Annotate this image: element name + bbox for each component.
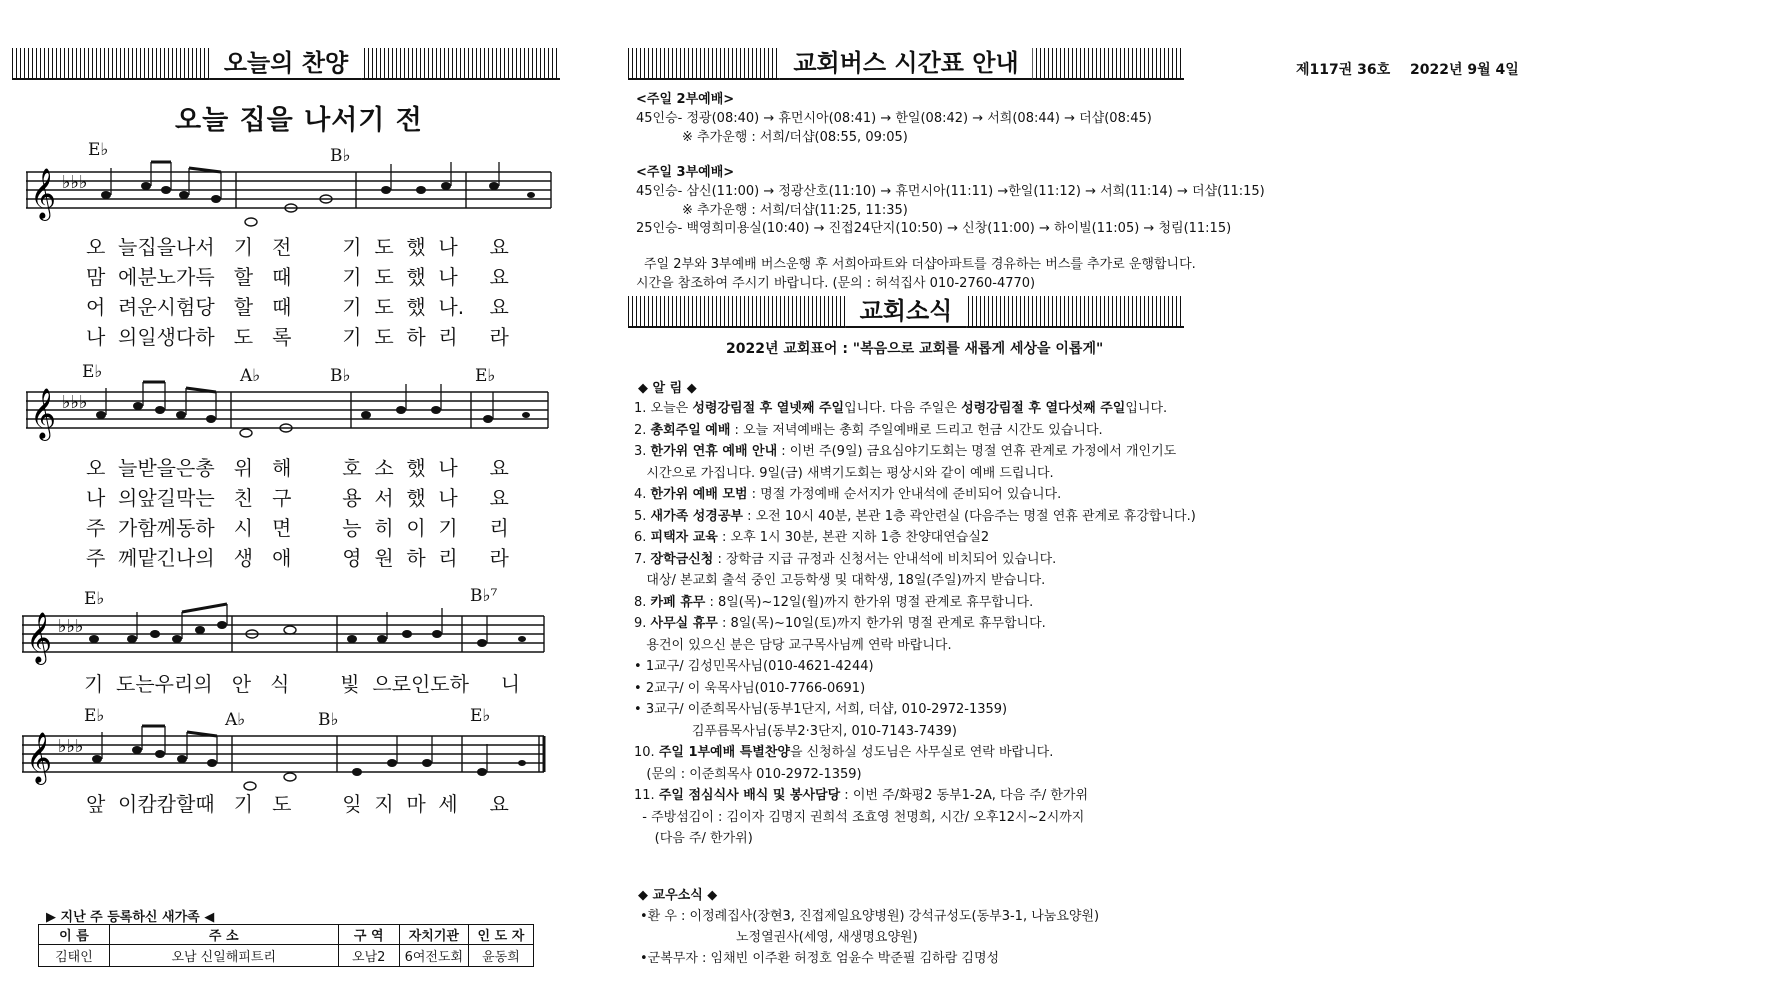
chord: E♭ bbox=[84, 706, 105, 726]
svg-text:𝄞: 𝄞 bbox=[30, 168, 57, 219]
news-section-bar bbox=[628, 296, 1184, 328]
svg-text:𝄞: 𝄞 bbox=[30, 388, 57, 439]
notice-item bbox=[634, 655, 874, 674]
church-motto: 2022년 교회표어 : "복음으로 교회를 새롭게 세상을 이롭게" bbox=[726, 341, 1104, 357]
chord: E♭ bbox=[470, 706, 491, 726]
notice-text bbox=[634, 767, 646, 782]
table-cell: 윤동희 bbox=[468, 945, 533, 967]
notice-text: 용건이 있으신 분은 담당 교구목사님께 연락 바랍니다. bbox=[646, 637, 952, 653]
lyric-line: 기 도는우리의 안 식 빛 으로인도하 니 bbox=[84, 672, 521, 696]
bus-heading: <주일 2부예배> bbox=[636, 92, 735, 107]
notice-text: 10. bbox=[634, 745, 659, 760]
notice-text: - 주방섬김이 : 김이자 김명지 권희석 조효영 천명희, 시간/ 오후12시~2시까지 bbox=[642, 809, 1085, 825]
bus-route: 25인승- 백영희미용실(10:40) → 진접24단지(10:50) → 신창(11:00) → 하이빌(11:05) → 청림(11:15) bbox=[636, 221, 1232, 236]
notice-emphasis: 총회주일 예배 bbox=[650, 422, 731, 438]
chord: B♭ bbox=[330, 366, 351, 386]
notice-text: 입니다. bbox=[1125, 401, 1168, 416]
member-news-line: •환 우 : 이정례집사(장현3, 진접제일요양병원) 강석규성도(동부3-1, 나눔요양원) bbox=[640, 909, 1100, 924]
bus-extra: ※ 추가운행 : 서희/더샵(11:25, 11:35) bbox=[682, 203, 908, 218]
svg-text:♭♭♭: ♭♭♭ bbox=[58, 616, 84, 637]
chord: A♭ bbox=[225, 710, 246, 730]
notice-text bbox=[634, 573, 646, 588]
notice-text: 을 신청하실 성도님은 사무실로 연락 바랍니다. bbox=[789, 745, 1054, 760]
notice-item bbox=[634, 569, 1045, 588]
lyric-line: 주 께맡긴나의 생 애 영 원 하 리 라 bbox=[86, 546, 509, 570]
notice-emphasis: 한가위 예배 모범 bbox=[650, 487, 748, 502]
notice-item bbox=[634, 526, 989, 545]
notice-emphasis: 주일 점심식사 배식 및 봉사담당 bbox=[658, 788, 841, 803]
notice-text: 김푸름목사님(동부2·3단지, 010-7143-7439) bbox=[691, 723, 957, 739]
notice-text: 9. bbox=[634, 616, 651, 631]
volume-number: 제117권 36호 bbox=[1296, 62, 1391, 78]
notice-text: : 이번 주/화평2 동부1-2A, 다음 주/ 한가위 bbox=[840, 788, 1089, 803]
notice-text: 6. bbox=[634, 530, 651, 545]
notice-text: 11. bbox=[634, 788, 659, 803]
notice-text: 4. bbox=[634, 487, 651, 502]
notice-text: 대상/ 본교회 출석 중인 고등학생 및 대학생, 18일(주일)까지 받습니다. bbox=[646, 573, 1046, 588]
chord: E♭ bbox=[88, 140, 109, 160]
notice-heading: ◆ 알 림 ◆ bbox=[638, 381, 697, 396]
chord: B♭ bbox=[330, 146, 351, 166]
member-news-line: •군복무자 : 임채빈 이주환 허정호 엄윤수 박준필 김하람 김명성 bbox=[640, 951, 1000, 966]
notice-text: (다음 주/ 한가위) bbox=[654, 831, 753, 846]
chord: A♭ bbox=[240, 366, 261, 386]
notice-text bbox=[634, 638, 646, 653]
notice-item bbox=[634, 720, 957, 739]
notice-item bbox=[634, 698, 1007, 717]
notice-text: : 오늘 저녁예배는 총회 주일예배로 드리고 헌금 시간도 있습니다. bbox=[730, 422, 1103, 438]
notice-text bbox=[634, 466, 646, 481]
lyric-line: 앞 이캄캄할때 기 도 잊 지 마 세 요 bbox=[86, 792, 509, 816]
notice-text: 5. bbox=[634, 508, 651, 524]
lyric-line: 오 늘집을나서 기 전 기 도 했 나 요 bbox=[86, 235, 509, 259]
table-cell: 김태인 bbox=[39, 945, 110, 967]
chord: B♭⁷ bbox=[470, 586, 498, 606]
notice-item bbox=[634, 677, 865, 696]
notice-text: : 장학금 지급 규정과 신청서는 안내석에 비치되어 있습니다. bbox=[713, 551, 1057, 567]
notice-item bbox=[634, 741, 1053, 760]
table-header-cell: 구 역 bbox=[338, 925, 399, 945]
notice-text: 3. bbox=[634, 444, 651, 459]
chord: B♭ bbox=[318, 710, 339, 730]
newcomers-heading: ▶ 지난 주 등록하신 새가족 ◀ bbox=[46, 910, 215, 925]
member-news-heading: ◆ 교우소식 ◆ bbox=[638, 888, 718, 903]
notice-item bbox=[634, 483, 1061, 502]
notice-item bbox=[634, 440, 1176, 459]
notice-item bbox=[634, 612, 1046, 631]
lyric-line: 나 의앞길막는 친 구 용 서 했 나 요 bbox=[86, 486, 509, 510]
notice-emphasis: 성령강림절 후 열다섯째 주일 bbox=[961, 401, 1126, 416]
table-header-row bbox=[39, 925, 534, 945]
table-cell: 오남2 bbox=[338, 945, 399, 967]
notice-text: : 오후 1시 30분, 본관 지하 1층 찬양대연습실2 bbox=[717, 530, 990, 545]
chord: E♭ bbox=[82, 362, 103, 382]
notice-emphasis: 카페 휴무 bbox=[650, 594, 706, 610]
svg-text:♭♭♭: ♭♭♭ bbox=[62, 172, 88, 193]
notice-item bbox=[634, 591, 1033, 610]
notice-item bbox=[634, 505, 1196, 524]
notice-text: • bbox=[634, 659, 646, 674]
music-staff bbox=[26, 158, 556, 238]
notice-emphasis: 한가위 연휴 예배 안내 bbox=[650, 444, 778, 459]
notice-text: 2. bbox=[634, 422, 651, 438]
bus-section-title: 교회버스 시간표 안내 bbox=[779, 48, 1032, 80]
lyric-line: 나 의일생다하 도 록 기 도 하 리 라 bbox=[86, 325, 509, 349]
notice-item bbox=[634, 784, 1088, 803]
lyric-line: 맘 에분노가득 할 때 기 도 했 나 요 bbox=[86, 265, 509, 289]
lyric-line: 어 려운시험당 할 때 기 도 했 나. 요 bbox=[86, 295, 509, 319]
bulletin-date: 2022년 9월 4일 bbox=[1410, 62, 1519, 78]
notice-text: 2교구/ 이 욱목사님(010-7766-0691) bbox=[645, 680, 866, 696]
table-cell: 6여전도회 bbox=[399, 945, 468, 967]
svg-text:♭♭♭: ♭♭♭ bbox=[62, 392, 88, 413]
notice-text: : 오전 10시 40분, 본관 1층 곽안련실 (다음주는 명절 연휴 관계로 휴강합니다.) bbox=[742, 508, 1196, 524]
svg-text:𝄞: 𝄞 bbox=[26, 612, 53, 663]
notice-text: : 8일(목)~12일(월)까지 한가위 명절 관계로 휴무합니다. bbox=[705, 594, 1034, 610]
notice-text: • bbox=[634, 702, 646, 717]
notice-emphasis: 장학금신청 bbox=[650, 551, 714, 567]
notice-text: 시간으로 가집니다. 9일(금) 새벽기도회는 평상시와 같이 예배 드립니다. bbox=[646, 465, 1054, 481]
bus-extra: ※ 추가운행 : 서희/더샵(08:55, 09:05) bbox=[682, 130, 908, 145]
notice-text: • bbox=[634, 680, 646, 696]
hymn-section-title: 오늘의 찬양 bbox=[210, 48, 362, 80]
music-staff bbox=[26, 378, 556, 458]
notice-item bbox=[634, 634, 952, 653]
table-cell: 오남 신일해피트리 bbox=[109, 945, 338, 967]
table-header-cell: 이 름 bbox=[39, 925, 110, 945]
svg-text:𝄞: 𝄞 bbox=[26, 732, 53, 783]
notice-item bbox=[634, 462, 1054, 481]
bus-route: 45인승- 삼신(11:00) → 정광산호(11:10) → 휴먼시아(11:11) →한일(11:12) → 서희(11:14) → 더샵(11:15) bbox=[636, 184, 1265, 199]
notice-text: 입니다. 다음 주일은 bbox=[844, 401, 962, 416]
bus-note: 시간을 참조하여 주시기 바랍니다. (문의 : 허석집사 010-2760-4770) bbox=[636, 276, 1036, 291]
bus-note: 주일 2부와 3부예배 버스운행 후 서희아파트와 더샵아파트를 경유하는 버스를 추가로 운행합니다. bbox=[644, 257, 1196, 272]
notice-emphasis: 피택자 교육 bbox=[650, 530, 718, 545]
notice-item bbox=[634, 827, 753, 846]
hymn-title: 오늘 집을 나서기 전 bbox=[175, 105, 423, 136]
member-news-line: 노정열권사(세영, 새생명요양원) bbox=[736, 930, 918, 945]
notice-item bbox=[634, 397, 1167, 416]
hymn-section-bar bbox=[12, 48, 560, 80]
notice-item bbox=[634, 419, 1103, 438]
bus-heading: <주일 3부예배> bbox=[636, 165, 735, 180]
svg-text:♭♭♭: ♭♭♭ bbox=[58, 736, 84, 757]
notice-text: 7. bbox=[634, 551, 651, 567]
notice-emphasis: 새가족 성경공부 bbox=[650, 508, 743, 524]
notice-emphasis: 성령강림절 후 열넷째 주일 bbox=[692, 401, 845, 416]
notice-emphasis: 주일 1부예배 특별찬양 bbox=[658, 745, 790, 760]
lyric-line: 오 늘받을은총 위 해 호 소 했 나 요 bbox=[86, 456, 509, 480]
notice-text: (문의 : 이준희목사 010-2972-1359) bbox=[646, 766, 862, 782]
newcomers-table bbox=[38, 924, 534, 967]
notice-text: : 명절 가정예배 순서지가 안내석에 준비되어 있습니다. bbox=[747, 487, 1062, 502]
table-header-cell: 자치기관 bbox=[399, 925, 468, 945]
notice-text: 8. bbox=[634, 594, 651, 610]
notice-text: 3교구/ 이준희목사님(동부1단지, 서희, 더샵, 010-2972-1359) bbox=[645, 702, 1008, 717]
chord: E♭ bbox=[475, 366, 496, 386]
notice-emphasis: 사무실 휴무 bbox=[650, 616, 718, 631]
lyric-line: 주 가함께동하 시 면 능 히 이 기 리 bbox=[86, 516, 509, 540]
table-header-cell: 주 소 bbox=[109, 925, 338, 945]
notice-text: 1교구/ 김성민목사님(010-4621-4244) bbox=[645, 659, 874, 674]
notice-text: : 8일(목)~10일(토)까지 한가위 명절 관계로 휴무합니다. bbox=[717, 616, 1046, 631]
notice-item bbox=[634, 548, 1056, 567]
table-row bbox=[39, 945, 534, 967]
notice-text: 1. 오늘은 bbox=[634, 401, 693, 416]
notice-text bbox=[634, 831, 655, 846]
bus-route: 45인승- 정광(08:40) → 휴먼시아(08:41) → 한일(08:42) → 서희(08:44) → 더샵(08:45) bbox=[636, 111, 1152, 126]
notice-item bbox=[634, 806, 1084, 825]
notice-text: : 이번 주(9일) 금요심야기도회는 명절 연휴 관계로 가정에서 개인기도 bbox=[777, 444, 1177, 459]
chord: E♭ bbox=[84, 589, 105, 609]
bus-section-bar bbox=[628, 48, 1184, 80]
news-section-title: 교회소식 bbox=[846, 296, 967, 328]
notice-item bbox=[634, 763, 862, 782]
table-header-cell: 인 도 자 bbox=[468, 925, 533, 945]
notice-text bbox=[634, 724, 692, 739]
